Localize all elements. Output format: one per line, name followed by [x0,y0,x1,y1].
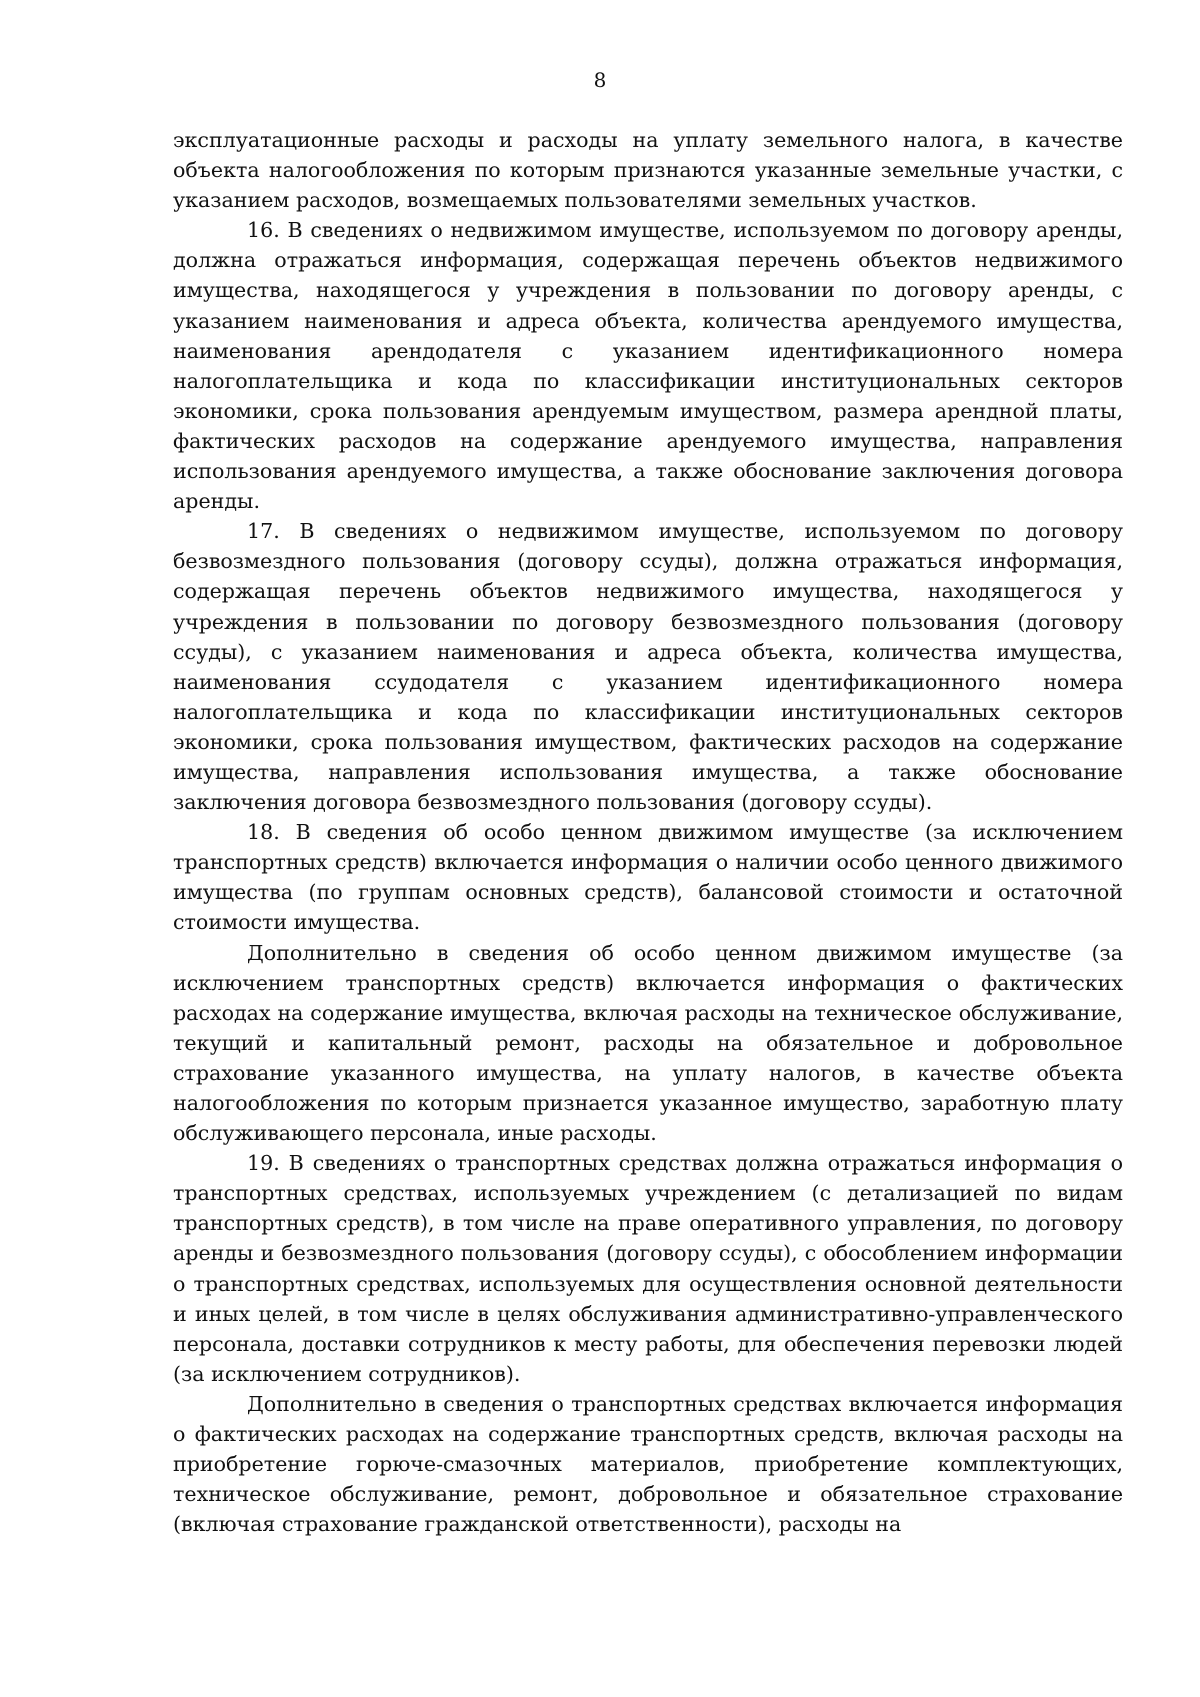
paragraph-item-19-additional: Дополнительно в сведения о транспортных средствах включается информация о фактических расходах на содержание транспортных средств, включая расходы на приобретение горюче-смазочных материалов, приобретение комплектующих, техническое обслуживание, ремонт, добровольное и обязательное страхование (включая страхование гражданской ответственности), расходы на [173,1391,1123,1537]
paragraph-item-18: 18. В сведения об особо ценном движимом имуществе (за исключением транспортных средств) включается информация о наличии особо ценного движимого имущества (по группам основных средств), балансовой стоимости и остаточной стоимости имущества. [173,820,1123,935]
paragraph-continuation: эксплуатационные расходы и расходы на уплату земельного налога, в качестве объекта налогообложения по которым признаются указанные земельные участки, с указанием расходов, возмещаемых пользователями земельных участков. [173,128,1123,213]
page-number: 8 [593,68,607,92]
paragraph-item-19: 19. В сведениях о транспортных средствах должна отражаться информация о транспортных средствах, используемых учреждением (с детализацией по видам транспортных средств), в том числе на праве оперативного управления, по договору аренды и безвозмездного пользования (договору ссуды), с обособлением информации о транспортных средствах, используемых для осуществления основной деятельности и иных целей, в том числе в целях обслуживания административно-управленческого персонала, доставки сотрудников к месту работы, для обеспечения перевозки людей (за исключением сотрудников). [173,1151,1123,1386]
paragraph-item-16: 16. В сведениях о недвижимом имуществе, используемом по договору аренды, должна отражаться информация, содержащая перечень объектов недвижимого имущества, находящегося у учреждения в пользовании по договору аренды, с указанием наименования и адреса объекта, количества арендуемого имущества, наименования арендодателя с указанием идентификационного номера налогоплательщика и кода по классификации институциональных секторов экономики, срока пользования арендуемым имуществом, размера арендной платы, фактических расходов на содержание арендуемого имущества, направления использования арендуемого имущества, а также обоснование заключения договора аренды. [173,218,1123,514]
paragraph-item-18-additional: Дополнительно в сведения об особо ценном движимом имуществе (за исключением транспортных средств) включается информация о фактических расходах на содержание имущества, включая расходы на техническое обслуживание, текущий и капитальный ремонт, расходы на обязательное и добровольное страхование указанного имущества, на уплату налогов, в качестве объекта налогообложения по которым признается указанное имущество, заработную плату обслуживающего персонала, иные расходы. [173,940,1123,1146]
paragraph-item-17: 17. В сведениях о недвижимом имуществе, используемом по договору безвозмездного пользования (договору ссуды), должна отражаться информация, содержащая перечень объектов недвижимого имущества, находящегося у учреждения в пользовании по договору безвозмездного пользования (договору ссуды), с указанием наименования и адреса объекта, количества имущества, наименования ссудодателя с указанием идентификационного номера налогоплательщика и кода по классификации институциональных секторов экономики, срока пользования имуществом, фактических расходов на содержание имущества, направления использования имущества, а также обоснование заключения договора безвозмездного пользования (договору ссуды). [173,519,1123,815]
document-body [173,125,1123,1539]
